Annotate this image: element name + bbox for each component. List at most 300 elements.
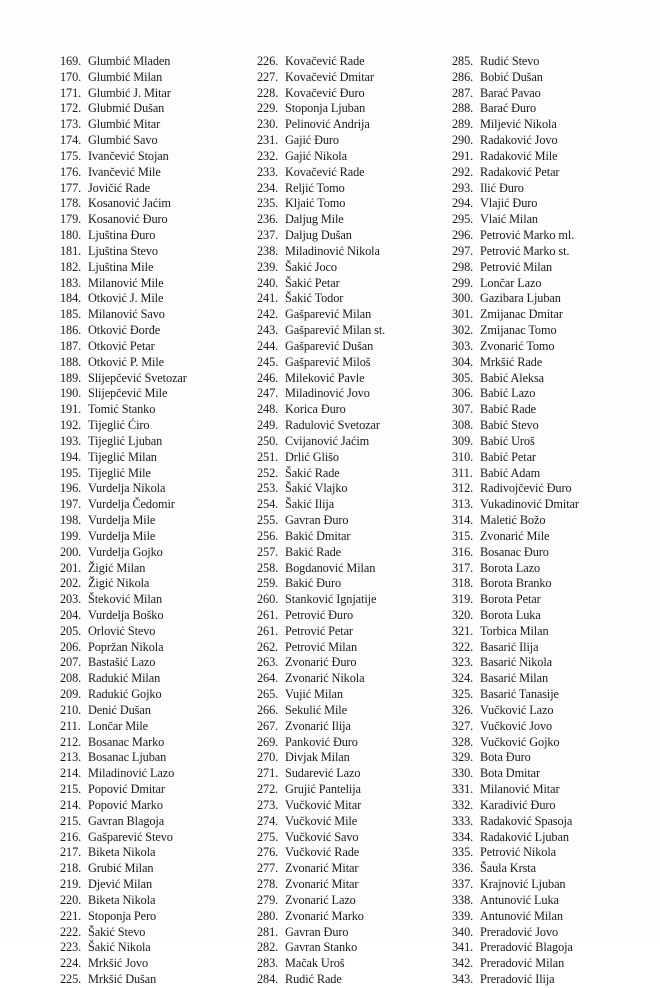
list-item <box>452 466 579 482</box>
list-item <box>257 339 385 355</box>
entry-number: 275. <box>257 829 279 844</box>
entry-name: Radaković Spasoja <box>480 813 573 828</box>
list-item <box>60 481 187 497</box>
entry-name: Gavran Đuro <box>285 513 349 528</box>
entry-name: Gašparević Milan <box>285 307 372 322</box>
entry-name: Preradović Ilija <box>480 972 555 987</box>
entry-name: Ivančević Stojan <box>88 148 169 163</box>
entry-name: Karadivić Đuro <box>480 797 556 812</box>
list-item <box>60 655 187 671</box>
list-item <box>257 307 385 323</box>
list-item <box>452 101 579 117</box>
entry-name: Torbica Milan <box>480 623 549 638</box>
entry-number: 286. <box>452 69 474 84</box>
list-item <box>257 529 385 545</box>
entry-number: 244. <box>257 338 279 353</box>
entry-number: 333. <box>452 813 474 828</box>
entry-number: 329. <box>452 750 474 765</box>
entry-name: Petrović Marko ml. <box>480 228 575 243</box>
entry-number: 315. <box>452 528 474 543</box>
entry-number: 229. <box>257 101 279 116</box>
entry-number: 170. <box>60 69 82 84</box>
entry-name: Basarić Milan <box>480 671 549 686</box>
entry-name: Žigić Milan <box>88 560 146 575</box>
entry-name: Glumbić Milan <box>88 69 163 84</box>
list-item <box>60 228 187 244</box>
entry-number: 247. <box>257 386 279 401</box>
entry-name: Rudić Rade <box>285 972 342 987</box>
entry-name: Radukić Milan <box>88 671 161 686</box>
entry-number: 183. <box>60 275 82 290</box>
list-item <box>452 735 579 751</box>
list-item <box>60 339 187 355</box>
list-item <box>452 592 579 608</box>
entry-name: Daljug Dušan <box>285 228 352 243</box>
entry-name: Glumbić Savo <box>88 133 158 148</box>
list-item <box>60 766 187 782</box>
entry-name: Gavran Stanko <box>285 940 358 955</box>
entry-name: Tijeglić Mile <box>88 465 151 480</box>
entry-number: 207. <box>60 655 82 670</box>
entry-number: 308. <box>452 418 474 433</box>
entry-number: 324. <box>452 671 474 686</box>
entry-number: 314. <box>452 513 474 528</box>
list-item <box>257 956 385 972</box>
name-list-column-1 <box>60 54 187 988</box>
entry-number: 222. <box>60 924 82 939</box>
entry-name: Miladinović Jovo <box>285 386 370 401</box>
list-item <box>60 466 187 482</box>
list-item <box>452 307 579 323</box>
entry-name: Zvonarić Mitar <box>285 861 359 876</box>
entry-name: Preradović Milan <box>480 956 565 971</box>
list-item <box>257 766 385 782</box>
list-item <box>257 545 385 561</box>
list-item <box>257 671 385 687</box>
entry-name: Mrkšić Jovo <box>88 956 149 971</box>
entry-name: Šakić Todor <box>285 291 344 306</box>
entry-name: Šakić Vlajko <box>285 481 348 496</box>
list-item <box>60 798 187 814</box>
entry-name: Bastašić Lazo <box>88 655 156 670</box>
entry-number: 284. <box>257 972 279 987</box>
list-item <box>60 133 187 149</box>
entry-name: Babić Lazo <box>480 386 536 401</box>
list-item <box>452 576 579 592</box>
entry-number: 264. <box>257 671 279 686</box>
list-item <box>452 117 579 133</box>
entry-number: 342. <box>452 956 474 971</box>
name-list-column-3 <box>452 54 579 988</box>
entry-number: 282. <box>257 940 279 955</box>
entry-number: 187. <box>60 338 82 353</box>
entry-name: Vučković Mitar <box>285 797 362 812</box>
entry-number: 230. <box>257 117 279 132</box>
entry-name: Milanović Mitar <box>480 782 560 797</box>
list-item <box>257 181 385 197</box>
entry-number: 304. <box>452 354 474 369</box>
entry-name: Basarić Nikola <box>480 655 553 670</box>
entry-name: Kosanović Đuro <box>88 212 168 227</box>
entry-number: 251. <box>257 449 279 464</box>
entry-name: Petrović Đuro <box>285 607 354 622</box>
entry-number: 279. <box>257 892 279 907</box>
entry-name: Šakić Rade <box>285 465 340 480</box>
entry-name: Vurdelja Mile <box>88 528 156 543</box>
entry-number: 232. <box>257 148 279 163</box>
entry-number: 199. <box>60 528 82 543</box>
entry-name: Djević Milan <box>88 877 153 892</box>
list-item <box>257 54 385 70</box>
entry-number: 171. <box>60 85 82 100</box>
list-item <box>60 86 187 102</box>
list-item <box>60 196 187 212</box>
entry-number: 336. <box>452 861 474 876</box>
list-item <box>452 972 579 988</box>
list-item <box>60 386 187 402</box>
entry-name: Babić Uroš <box>480 433 535 448</box>
list-item <box>60 117 187 133</box>
entry-number: 197. <box>60 497 82 512</box>
entry-number: 241. <box>257 291 279 306</box>
entry-name: Antunović Milan <box>480 908 563 923</box>
entry-number: 317. <box>452 560 474 575</box>
entry-number: 274. <box>257 813 279 828</box>
list-item <box>452 70 579 86</box>
list-item <box>452 86 579 102</box>
entry-number: 322. <box>452 639 474 654</box>
entry-name: Petrović Nikola <box>480 845 557 860</box>
entry-number: 258. <box>257 560 279 575</box>
entry-name: Babić Petar <box>480 449 536 464</box>
entry-name: Bosanac Đuro <box>480 544 549 559</box>
list-item <box>257 750 385 766</box>
list-item <box>257 798 385 814</box>
entry-name: Orlović Stevo <box>88 623 156 638</box>
entry-number: 309. <box>452 433 474 448</box>
entry-name: Borota Petar <box>480 592 541 607</box>
list-item <box>452 861 579 877</box>
entry-number: 252. <box>257 465 279 480</box>
entry-name: Petrović Marko st. <box>480 243 570 258</box>
entry-name: Gašparević Stevo <box>88 829 173 844</box>
entry-number: 182. <box>60 259 82 274</box>
entry-number: 184. <box>60 291 82 306</box>
list-item <box>452 434 579 450</box>
entry-name: Panković Đuro <box>285 734 358 749</box>
entry-name: Ljuština Đuro <box>88 228 156 243</box>
list-item <box>257 133 385 149</box>
entry-name: Glubmić Dušan <box>88 101 165 116</box>
list-item <box>60 244 187 260</box>
entry-name: Preradović Blagoja <box>480 940 573 955</box>
entry-name: Glumbić J. Mitar <box>88 85 171 100</box>
entry-name: Bota Dmitar <box>480 766 541 781</box>
entry-name: Gašparević Dušan <box>285 338 374 353</box>
list-item <box>60 861 187 877</box>
entry-number: 181. <box>60 243 82 258</box>
entry-name: Vurdelja Nikola <box>88 481 166 496</box>
entry-name: Antunović Luka <box>480 892 559 907</box>
entry-name: Vurdelja Gojko <box>88 544 163 559</box>
list-item <box>257 877 385 893</box>
entry-name: Borota Lazo <box>480 560 541 575</box>
entry-number: 278. <box>257 877 279 892</box>
entry-name: Tijeglić Ćiro <box>88 418 150 433</box>
list-item <box>60 576 187 592</box>
list-item <box>257 893 385 909</box>
entry-name: Bakić Đuro <box>285 576 342 591</box>
entry-name: Gavran Blagoja <box>88 813 165 828</box>
list-item <box>257 655 385 671</box>
entry-number: 233. <box>257 164 279 179</box>
entry-number: 190. <box>60 386 82 401</box>
entry-number: 177. <box>60 180 82 195</box>
entry-number: 259. <box>257 576 279 591</box>
entry-name: Petrović Petar <box>285 623 353 638</box>
entry-number: 216. <box>60 829 82 844</box>
entry-name: Babić Rade <box>480 402 537 417</box>
entry-number: 302. <box>452 323 474 338</box>
entry-number: 215. <box>60 813 82 828</box>
list-item <box>452 228 579 244</box>
entry-name: Ljuština Stevo <box>88 243 158 258</box>
list-item <box>257 687 385 703</box>
entry-number: 343. <box>452 972 474 987</box>
list-item <box>257 149 385 165</box>
entry-name: Otković J. Mile <box>88 291 164 306</box>
entry-name: Popržan Nikola <box>88 639 164 654</box>
entry-number: 250. <box>257 433 279 448</box>
entry-number: 239. <box>257 259 279 274</box>
entry-name: Radaković Mile <box>480 148 558 163</box>
list-item <box>452 956 579 972</box>
entry-name: Gazibara Ljuban <box>480 291 561 306</box>
entry-number: 266. <box>257 702 279 717</box>
entry-number: 325. <box>452 687 474 702</box>
entry-number: 220. <box>60 892 82 907</box>
entry-number: 193. <box>60 433 82 448</box>
list-item <box>60 529 187 545</box>
entry-name: Korica Đuro <box>285 402 346 417</box>
list-item <box>452 545 579 561</box>
entry-number: 296. <box>452 228 474 243</box>
entry-name: Bosanac Ljuban <box>88 750 167 765</box>
entry-number: 283. <box>257 956 279 971</box>
entry-name: Bobić Dušan <box>480 69 543 84</box>
entry-name: Vučković Mile <box>285 813 358 828</box>
entry-number: 179. <box>60 212 82 227</box>
entry-name: Grubić Milan <box>88 861 154 876</box>
entry-number: 277. <box>257 861 279 876</box>
entry-number: 300. <box>452 291 474 306</box>
entry-name: Tijeglić Ljuban <box>88 433 163 448</box>
entry-number: 292. <box>452 164 474 179</box>
entry-number: 341. <box>452 940 474 955</box>
entry-name: Vučković Lazo <box>480 702 554 717</box>
list-item <box>257 86 385 102</box>
entry-name: Babić Stevo <box>480 418 539 433</box>
entry-number: 236. <box>257 212 279 227</box>
entry-name: Vučković Savo <box>285 829 359 844</box>
list-item <box>452 481 579 497</box>
list-item <box>60 671 187 687</box>
entry-name: Borota Branko <box>480 576 552 591</box>
entry-number: 218. <box>60 861 82 876</box>
entry-number: 318. <box>452 576 474 591</box>
entry-name: Maletić Božo <box>480 513 546 528</box>
entry-name: Babić Adam <box>480 465 541 480</box>
list-item <box>452 845 579 861</box>
entry-name: Mrkšić Dušan <box>88 972 157 987</box>
entry-number: 270. <box>257 750 279 765</box>
entry-number: 312. <box>452 481 474 496</box>
list-item <box>452 703 579 719</box>
list-item <box>60 893 187 909</box>
entry-number: 188. <box>60 354 82 369</box>
entry-name: Stoponja Ljuban <box>285 101 366 116</box>
list-item <box>452 814 579 830</box>
entry-name: Barać Pavao <box>480 85 541 100</box>
entry-number: 291. <box>452 148 474 163</box>
entry-number: 192. <box>60 418 82 433</box>
entry-number: 198. <box>60 513 82 528</box>
entry-number: 189. <box>60 370 82 385</box>
entry-number: 290. <box>452 133 474 148</box>
entry-number: 205. <box>60 623 82 638</box>
entry-number: 303. <box>452 338 474 353</box>
entry-name: Vlajić Đuro <box>480 196 538 211</box>
entry-number: 293. <box>452 180 474 195</box>
list-item <box>257 592 385 608</box>
list-item <box>257 434 385 450</box>
list-item <box>257 402 385 418</box>
entry-number: 219. <box>60 877 82 892</box>
entry-name: Lončar Lazo <box>480 275 542 290</box>
list-item <box>257 212 385 228</box>
list-item <box>257 814 385 830</box>
list-item <box>452 687 579 703</box>
list-item <box>60 750 187 766</box>
entry-name: Daljug Mile <box>285 212 344 227</box>
entry-name: Kovačević Rade <box>285 54 365 68</box>
list-item <box>452 798 579 814</box>
entry-name: Zvonarić Ilija <box>285 718 351 733</box>
entry-number: 224. <box>60 956 82 971</box>
entry-name: Sekulić Mile <box>285 702 347 717</box>
entry-name: Bota Đuro <box>480 750 531 765</box>
list-item <box>257 845 385 861</box>
list-item <box>257 276 385 292</box>
list-item <box>60 608 187 624</box>
list-item <box>60 371 187 387</box>
entry-name: Radaković Jovo <box>480 133 558 148</box>
entry-name: Mrkšić Rade <box>480 354 543 369</box>
entry-number: 172. <box>60 101 82 116</box>
list-item <box>452 418 579 434</box>
entry-name: Šakić Nikola <box>88 940 151 955</box>
list-item <box>60 260 187 276</box>
entry-number: 221. <box>60 908 82 923</box>
entry-name: Radivojčević Đuro <box>480 481 572 496</box>
entry-name: Popović Dmitar <box>88 782 165 797</box>
entry-name: Cvijanović Jaćim <box>285 433 370 448</box>
entry-name: Popović Marko <box>88 797 163 812</box>
entry-name: Miladinović Lazo <box>88 766 175 781</box>
list-item <box>257 386 385 402</box>
entry-name: Gajić Đuro <box>285 133 339 148</box>
entry-number: 313. <box>452 497 474 512</box>
list-item <box>60 323 187 339</box>
entry-number: 276. <box>257 845 279 860</box>
entry-number: 328. <box>452 734 474 749</box>
entry-name: Šakić Ilija <box>285 497 335 512</box>
entry-number: 310. <box>452 449 474 464</box>
entry-number: 320. <box>452 607 474 622</box>
entry-number: 255. <box>257 513 279 528</box>
entry-name: Vurdelja Boško <box>88 607 164 622</box>
entry-number: 228. <box>257 85 279 100</box>
entry-name: Šaula Krsta <box>480 861 536 876</box>
entry-number: 287. <box>452 85 474 100</box>
entry-number: 311. <box>452 465 473 480</box>
list-item <box>60 291 187 307</box>
entry-name: Glumbić Mitar <box>88 117 161 132</box>
entry-number: 196. <box>60 481 82 496</box>
list-item <box>452 196 579 212</box>
entry-name: Šakić Joco <box>285 259 337 274</box>
entry-name: Zmijanac Dmitar <box>480 307 563 322</box>
entry-number: 288. <box>452 101 474 116</box>
entry-name: Milanović Savo <box>88 307 165 322</box>
entry-number: 217. <box>60 845 82 860</box>
list-item <box>60 640 187 656</box>
entry-name: Bakić Rade <box>285 544 342 559</box>
entry-number: 271. <box>257 766 279 781</box>
entry-number: 231. <box>257 133 279 148</box>
entry-name: Denić Dušan <box>88 702 151 717</box>
entry-number: 335. <box>452 845 474 860</box>
list-item <box>60 561 187 577</box>
list-item <box>60 830 187 846</box>
entry-name: Petrović Milan <box>285 639 358 654</box>
entry-name: Drlić Glišo <box>285 449 339 464</box>
list-item <box>257 260 385 276</box>
list-item <box>452 54 579 70</box>
entry-name: Rudić Stevo <box>480 54 540 68</box>
list-item <box>60 735 187 751</box>
list-item <box>452 260 579 276</box>
entry-number: 327. <box>452 718 474 733</box>
list-item <box>257 513 385 529</box>
list-item <box>60 355 187 371</box>
list-item <box>60 545 187 561</box>
entry-name: Otković P. Mile <box>88 354 165 369</box>
entry-number: 298. <box>452 259 474 274</box>
entry-name: Milanović Mile <box>88 275 164 290</box>
entry-name: Ivančević Mile <box>88 164 161 179</box>
entry-name: Šteković Milan <box>88 592 163 607</box>
list-item <box>257 830 385 846</box>
entry-number: 280. <box>257 908 279 923</box>
list-item <box>257 909 385 925</box>
list-item <box>452 529 579 545</box>
list-item <box>452 386 579 402</box>
list-item <box>452 165 579 181</box>
entry-name: Sudarević Lazo <box>285 766 361 781</box>
list-item <box>452 719 579 735</box>
entry-number: 195. <box>60 465 82 480</box>
